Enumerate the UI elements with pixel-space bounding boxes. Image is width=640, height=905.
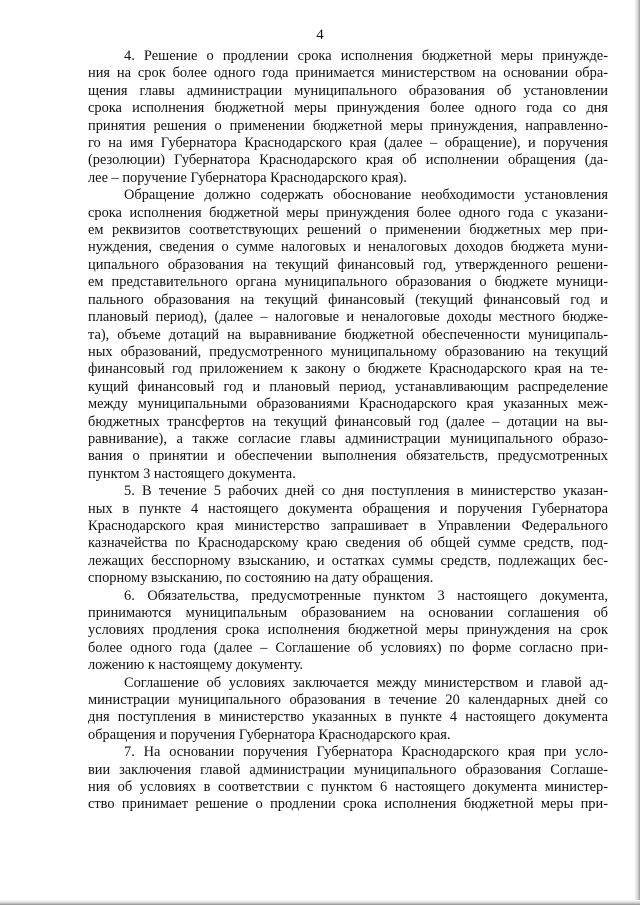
text-line: более одного года (далее – Соглашение об условиях) по форме согласно при- (88, 639, 608, 656)
text-line: казначейства по Краснодарскому краю сведения об общей сумме средств, под- (88, 535, 608, 552)
paragraph-appeal-contents (88, 187, 608, 483)
text-line: 4. Решение о продлении срока исполнения бюджетной меры принужде- (124, 48, 608, 64)
text-line: 7. На основании поручения Губернатора Краснодарского края при усло- (124, 744, 608, 761)
text-line: ем представительного органа муниципального образования о бюджете муници- (88, 274, 608, 291)
text-line: обращения и поручения Губернатора Краснодарского края. (88, 726, 451, 743)
text-line: равнивание), а также согласие главы администрации муниципального образо- (88, 430, 608, 447)
text-line: министрации муниципального образования в течение 20 календарных дней со (88, 692, 608, 709)
text-line: 6. Обязательства, предусмотренные пунктом 3 настоящего документа, (124, 587, 608, 604)
text-line: лее – поручение Губернатора Краснодарского края). (88, 169, 407, 186)
text-line: ципального образования на текущий финансовый год, утвержденного решени- (88, 256, 608, 273)
text-line: вания о принятии и обеспечении выполнения обязательств, предусмотренных (88, 448, 608, 465)
text-line: ния на срок более одного года принимается министерством на основании обра- (88, 65, 608, 82)
paragraph-item-7 (88, 744, 608, 814)
text-line: 5. В течение 5 рабочих дней со дня поступления в министерство указан- (124, 483, 608, 500)
text-line: та), объеме дотаций на выравнивание бюджетной обеспеченности муниципаль- (88, 326, 608, 343)
document-body (88, 48, 608, 814)
text-line: между муниципальными образованиями Краснодарского края указанных меж- (88, 396, 608, 413)
text-line: ство принимает решение о продлении срока исполнения бюджетной меры при- (88, 796, 608, 813)
paragraph-item-5 (88, 483, 608, 587)
text-line: условиях продления срока исполнения бюджетной меры принуждения на срок (88, 622, 608, 639)
text-line: принятия решения о применении бюджетной меры принуждения, направленно- (88, 117, 608, 134)
text-line: ных в пункте 4 настоящего документа обращения и поручения Губернатора (88, 500, 608, 517)
text-line: срока исполнения бюджетной меры принуждения более одного года с указани- (88, 204, 608, 221)
text-line: щения главы администрации муниципального образования об установлении (88, 82, 608, 99)
text-line: принимаются муниципальным образованием на основании соглашения об (88, 605, 608, 621)
text-line: ложению к настоящему документу. (88, 657, 303, 674)
text-line: вии заключения главой администрации муниципального образования Соглаше- (88, 761, 608, 778)
text-line: Соглашение об условиях заключается между министерством и главой ад- (124, 674, 608, 691)
paragraph-item-4 (88, 48, 608, 187)
page-number: 4 (316, 27, 324, 43)
text-line: нуждения, сведения о сумме налоговых и неналоговых доходов бюджета муни- (88, 239, 608, 256)
text-line: ния об условиях в соответствии с пунктом 6 настоящего документа министер- (88, 779, 608, 796)
text-line: финансовый год приложением к закону о бюджете Краснодарского края на те- (88, 361, 608, 378)
text-line: срока исполнения бюджетной меры принуждения более одного года со дня (88, 100, 608, 117)
text-line: Обращение должно содержать обоснование необходимости установления (124, 187, 608, 204)
text-line: пального образования на текущий финансовый (текущий финансовый год и (88, 291, 608, 308)
text-line: го на имя Губернатора Краснодарского края (далее – обращение), и поручения (88, 135, 608, 152)
scan-edge-bottom (0, 900, 640, 905)
paragraph-agreement (88, 675, 608, 745)
text-line: кущий финансовый год и плановый период, устанавливающим распределение (88, 378, 608, 395)
text-line: Краснодарского края министерство запрашивает в Управлении Федерального (88, 517, 608, 534)
text-line: дня поступления в министерство указанных в пункте 4 настоящего документа (88, 709, 608, 726)
text-line: пунктом 3 настоящего документа. (88, 465, 296, 482)
paragraph-item-6 (88, 588, 608, 675)
text-line: ем реквизитов соответствующих решений о применении бюджетных мер при- (88, 222, 608, 239)
text-line: ных образований, предусмотренного муниципальному образованию на текущий (88, 343, 608, 360)
text-line: бюджетных трансфертов на текущий финансовый год (далее – дотации на вы- (88, 413, 608, 430)
text-line: лежащих бесспорному взысканию, и остатках суммы средств, подлежащих бес- (88, 552, 608, 569)
scan-edge-right (634, 0, 640, 905)
text-line: (резолюции) Губернатора Краснодарского края об исполнении обращения (да- (88, 152, 608, 169)
text-line: спорному взысканию, по состоянию на дату обращения. (88, 570, 434, 587)
text-line: плановый период), (далее – налоговые и неналоговые доходы местного бюдже- (88, 309, 608, 326)
